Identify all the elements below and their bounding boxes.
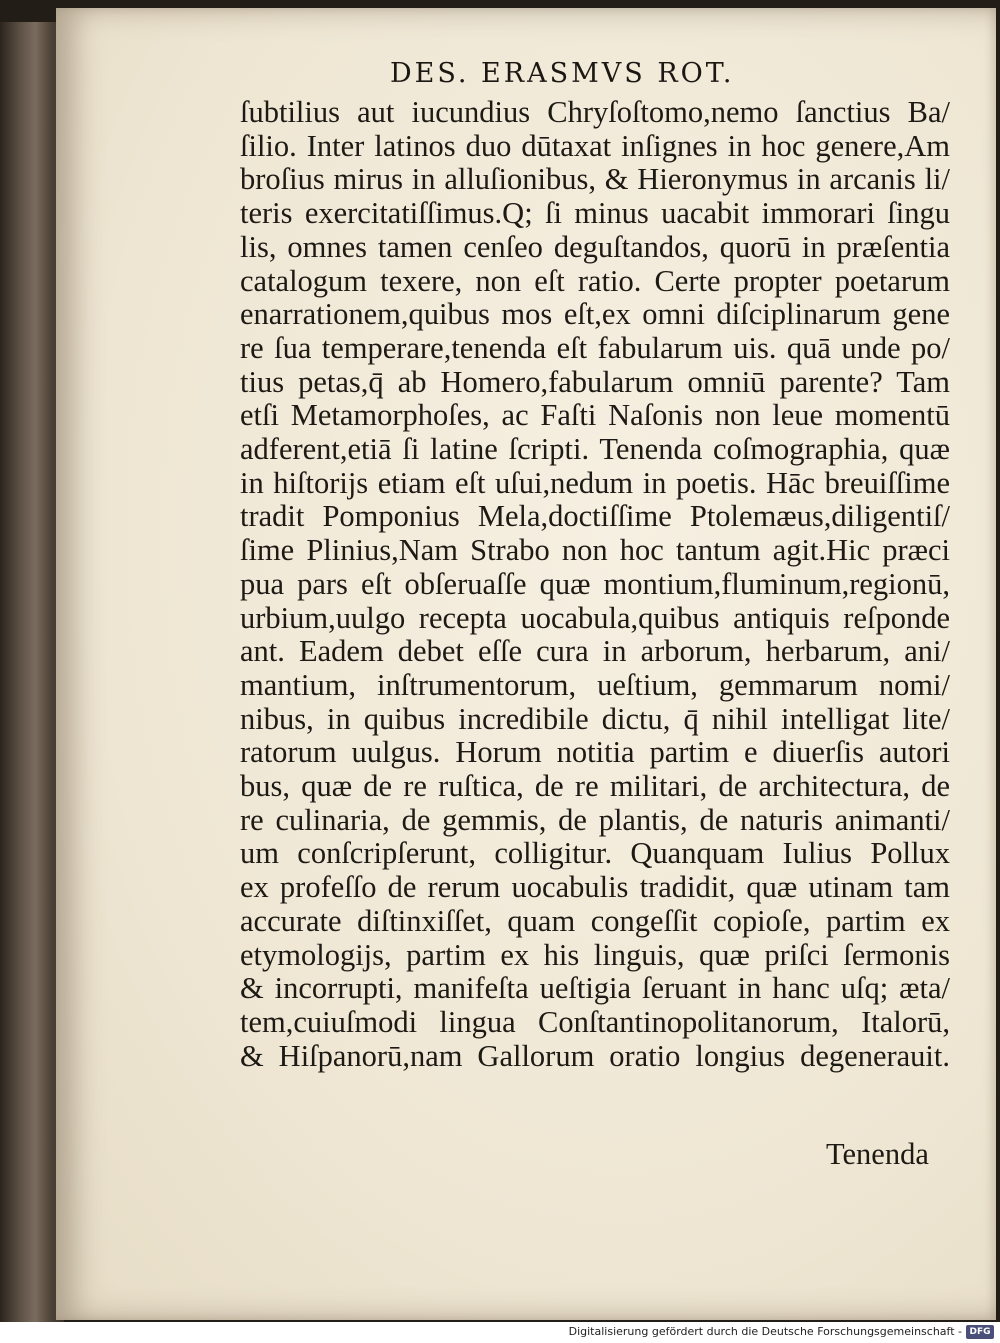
text-line: re ſua temperare,tenenda eſt fabularum uis. quā unde po/: [240, 331, 950, 365]
text-line: pua pars eſt obſeruaſſe quæ montium,fluminum,regionū,: [240, 567, 950, 601]
text-line: nibus, in quibus incredibile dictu, q̄ nihil intelligat lite/: [240, 702, 950, 736]
text-line: ſubtilius aut iucundius Chryſoſtomo,nemo ſanctius Ba/: [240, 96, 950, 129]
text-line: catalogum texere, non eſt ratio. Certe propter poetarum: [240, 264, 950, 298]
text-line: ſilio. Inter latinos duo dūtaxat inſignes in hoc genere,Am: [240, 129, 950, 163]
text-line: um conſcripſerunt, colligitur. Quanquam Iulius Pollux: [240, 837, 950, 871]
book-spine-edge: [0, 22, 64, 1322]
text-line: re culinaria, de gemmis, de plantis, de naturis animanti/: [240, 803, 950, 837]
text-line: & Hiſpanorū,nam Gallorum oratio longius degenerauit.: [240, 1039, 950, 1073]
text-line: in hiſtorijs etiam eſt uſui,nedum in poetis. Hāc breuiſſime: [240, 466, 950, 500]
text-block: [240, 96, 950, 1073]
catchword: Tenenda: [826, 1137, 929, 1171]
text-line: tradit Pomponius Mela,doctiſſime Ptolemæus,diligentiſ/: [240, 500, 950, 534]
text-line: lis, omnes tamen cenſeo deguſtandos, quorū in præſentia: [240, 230, 950, 264]
text-line: ant. Eadem debet eſſe cura in arborum, herbarum, ani/: [240, 635, 950, 669]
text-line: tius petas,q̄ ab Homero,fabularum omniū parente? Tam: [240, 365, 950, 399]
text-line: etſi Metamorphoſes, ac Faſti Naſonis non leue momentū: [240, 399, 950, 433]
text-line: etymologijs, partim ex his linguis, quæ priſci ſermonis: [240, 938, 950, 972]
text-line: broſius mirus in alluſionibus, & Hieronymus in arcanis li/: [240, 163, 950, 197]
text-line: teris exercitatiſſimus.Q; ſi minus uacabit immorari ſingu: [240, 197, 950, 231]
text-line: ſime Plinius,Nam Strabo non hoc tantum agit.Hic præci: [240, 534, 950, 568]
text-line: ex profeſſo de rerum uocabulis tradidit, quæ utinam tam: [240, 871, 950, 905]
text-line: tem,cuiuſmodi lingua Conſtantinopolitanorum, Italorū,: [240, 1005, 950, 1039]
text-line: enarrationem,quibus mos eſt,ex omni diſciplinarum gene: [240, 298, 950, 332]
running-head: DES. ERASMVS ROT.: [390, 58, 735, 89]
text-line: mantium, inſtrumentorum, ueſtium, gemmarum nomi/: [240, 668, 950, 702]
text-line: accurate diſtinxiſſet, quam congeſſit copioſe, partim ex: [240, 904, 950, 938]
text-line: urbium,uulgo recepta uocabula,quibus antiquis reſponde: [240, 601, 950, 635]
dfg-logo: DFG: [966, 1325, 994, 1339]
text-line: ratorum uulgus. Horum notitia partim e diuerſis autori: [240, 736, 950, 770]
digitization-credit: Digitalisierung gefördert durch die Deutsche Forschungsgemeinschaft -: [568, 1325, 962, 1338]
text-line: bus, quæ de re ruſtica, de re militari, de architectura, de: [240, 770, 950, 804]
text-line: adferent,etiā ſi latine ſcripti. Tenenda coſmographia, quæ: [240, 433, 950, 467]
text-line: & incorrupti, manifeſta ueſtigia ſeruant in hanc uſq; æta/: [240, 972, 950, 1006]
